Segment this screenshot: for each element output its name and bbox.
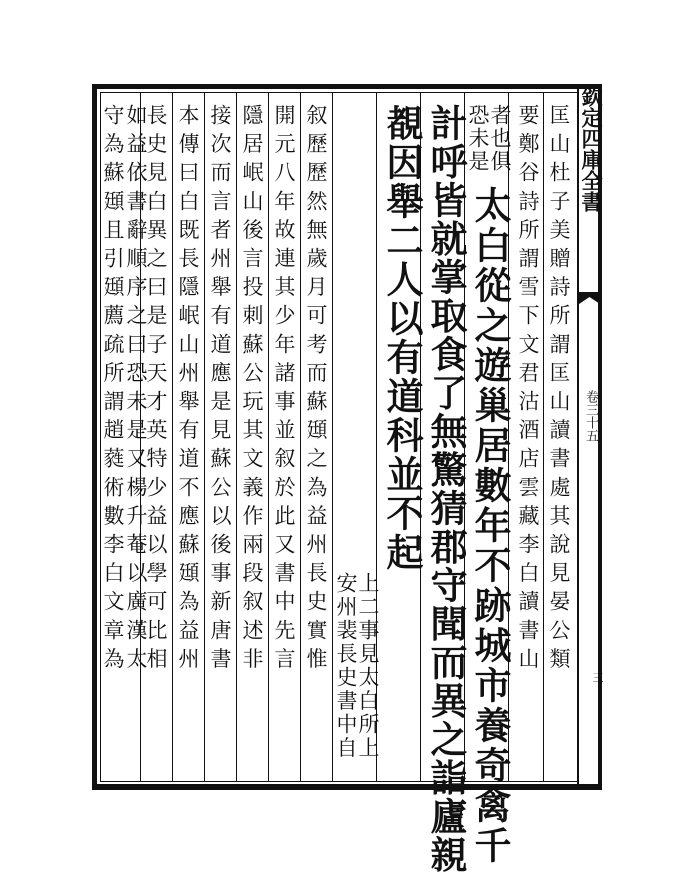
annotation-column: 者也俱 <box>488 104 512 173</box>
book-title: 欽定四庫全書 <box>579 86 604 212</box>
text-column-large: 太白從之遊巢居數年不跡城市養奇禽千 <box>468 186 512 866</box>
text-column-last: 守為蘇頲且引頲薦疏所謂趙蕤術數李白文章為 <box>101 104 125 676</box>
annotation-column: 恐未是 <box>466 104 490 173</box>
text-column: 如益依書辭順序之曰恐未是又楊升菴以廣漢太 <box>124 104 148 676</box>
annotation-column: 安州裴長史書中自 <box>334 572 358 760</box>
column-rule <box>268 92 269 782</box>
text-column: 叙歷歷然無歲月可考而蘇頲之為益州長史實惟 <box>304 104 328 676</box>
text-column-large: 覩因舉二人以有道科並不起 <box>380 104 424 572</box>
column-rule <box>172 92 173 782</box>
fishtail-mark-icon <box>577 290 602 306</box>
column-rule <box>236 92 237 782</box>
text-column: 匡山杜子美贈詩所謂匡山讀書處其說見晏公類 <box>547 104 571 676</box>
column-rule <box>332 92 333 782</box>
annotation-column: 上二事見太白所上 <box>356 572 380 760</box>
column-rule <box>300 92 301 782</box>
column-rule <box>543 92 544 782</box>
text-column: 要鄭谷詩所謂雪下文君沽酒店雲藏李白讀書山 <box>516 104 540 676</box>
text-column: 隱居岷山後言投刺蘇公玩其文義作兩段叙述非 <box>240 104 264 676</box>
column-rule <box>204 92 205 782</box>
text-column-large: 計呼皆就掌取食了無驚猜郡守聞而異之詣廬親 <box>424 104 468 874</box>
volume-number: 卷三十五 <box>583 390 598 442</box>
text-column: 開元八年故連其少年諸事並叙於此又書中先言 <box>272 104 296 676</box>
text-column: 長史見白異之曰是子天才英特少益以學可比相 <box>144 104 168 676</box>
page-mark: 三 <box>591 672 604 683</box>
text-column: 接次而言者州舉有道應是見蘇公以後事新唐書 <box>208 104 232 676</box>
text-column: 本傳曰白既長隱岷山州舉有道不應蘇頲為益州 <box>176 104 200 676</box>
